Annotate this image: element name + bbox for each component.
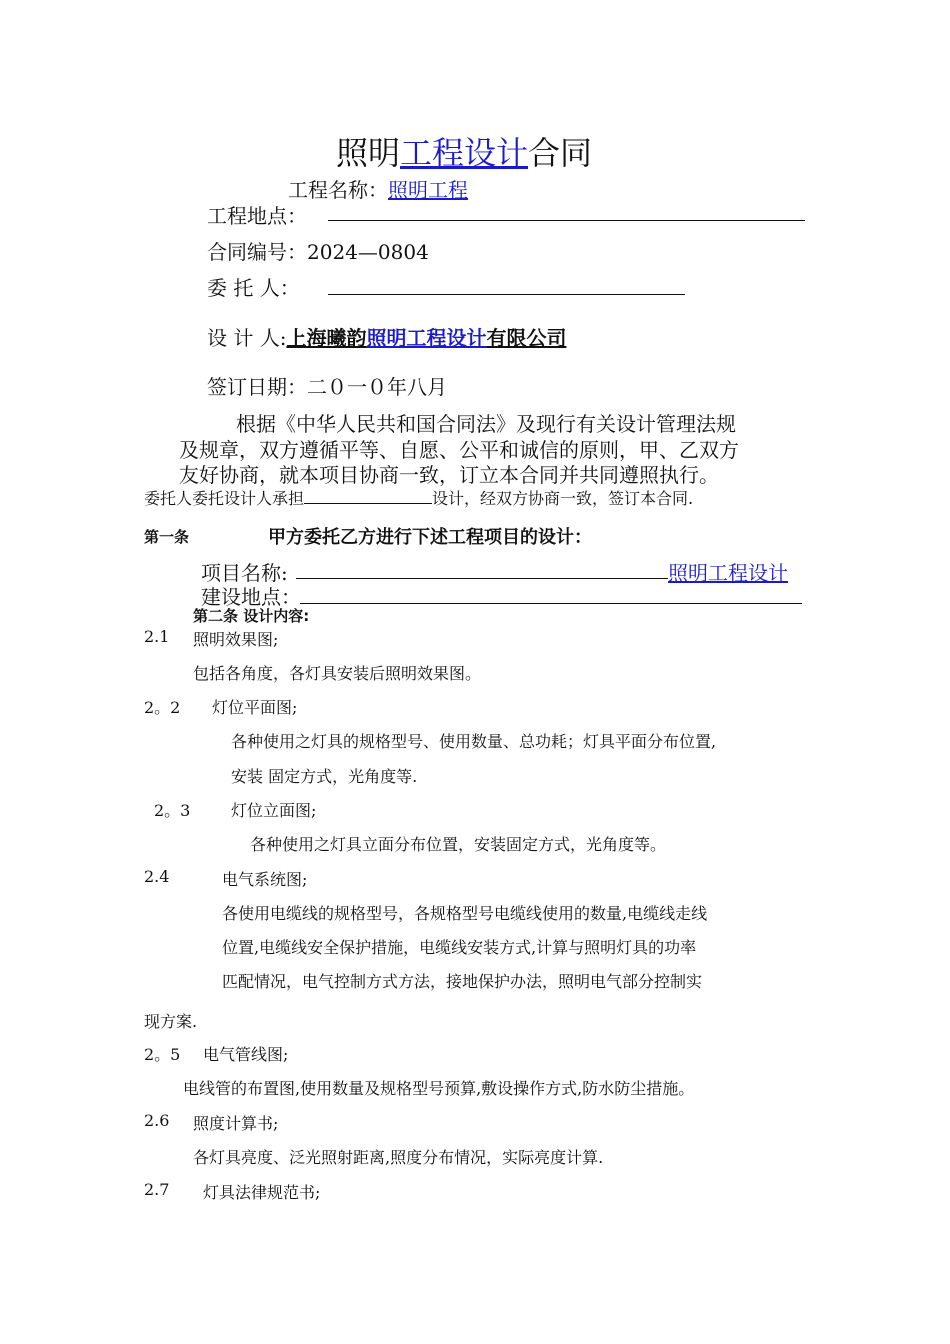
intro-line-3: 友好协商，就本项目协商一致，订立本合同并共同遵照执行。 xyxy=(179,463,719,487)
section-2-1-title: 照明效果图; xyxy=(193,630,279,649)
article-1-number: 第一条 xyxy=(144,528,190,546)
designer-row xyxy=(207,322,566,351)
item-name-link[interactable]: 照明工程设计 xyxy=(668,561,788,585)
section-2-2-body-2: 安装 固定方式，光角度等. xyxy=(231,767,418,786)
designer-name-link[interactable]: 照明工程设计 xyxy=(366,326,487,350)
intro-line-1: 根据《中华人民共和国合同法》及现行有关设计管理法规 xyxy=(236,412,736,436)
section-2-7-number: 2.7 xyxy=(144,1180,170,1199)
section-2-6-number: 2.6 xyxy=(144,1111,170,1130)
designer-name-c: 有限公司 xyxy=(486,326,567,350)
article-2-heading: 第二条 设计内容: xyxy=(193,607,310,625)
section-2-3-number: 2。3 xyxy=(154,801,191,820)
site-blank-line xyxy=(300,603,802,604)
article-1-text: 甲方委托乙方进行下述工程项目的设计： xyxy=(268,527,592,548)
section-2-3-body: 各种使用之灯具立面分布位置，安装固定方式，光角度等。 xyxy=(250,835,667,854)
section-2-5-number: 2。5 xyxy=(144,1045,181,1064)
section-2-6-title: 照度计算书; xyxy=(193,1114,279,1133)
section-2-6-body: 各灯具亮度、泛光照射距离,照度分布情况，实际亮度计算. xyxy=(193,1148,604,1167)
sign-date-row xyxy=(207,371,447,400)
site-label: 建设地点： xyxy=(201,585,301,609)
project-name-row xyxy=(288,174,468,203)
contract-no-row xyxy=(207,236,429,265)
intro-line-4a: 委托人委托设计人承担 xyxy=(144,489,305,508)
section-2-4-title: 电气系统图; xyxy=(222,870,308,889)
section-2-2-body-1: 各种使用之灯具的规格型号、使用数量、总功耗；灯具平面分布位置, xyxy=(231,732,717,751)
section-2-5-body: 电线管的布置图,使用数量及规格型号预算,敷设操作方式,防水防尘措施。 xyxy=(183,1079,695,1098)
section-2-4-body-2: 位置,电缆线安全保护措施，电缆线安装方式,计算与照明灯具的功率 xyxy=(222,938,697,957)
client-blank-line xyxy=(328,294,685,295)
section-2-2-title: 灯位平面图; xyxy=(212,698,298,717)
section-2-1-body: 包括各角度，各灯具安装后照明效果图。 xyxy=(193,664,482,683)
section-2-1-number: 2.1 xyxy=(144,627,170,646)
location-label: 工程地点： xyxy=(207,204,307,228)
title-part1: 照明 xyxy=(336,134,401,172)
project-name-label: 工程名称： xyxy=(288,178,388,202)
section-2-4-body-4: 现方案. xyxy=(144,1012,198,1031)
section-2-4-body-1: 各使用电缆线的规格型号，各规格型号电缆线使用的数量,电缆线走线 xyxy=(222,904,708,923)
title-part3: 合同 xyxy=(528,134,593,172)
section-2-3-title: 灯位立面图; xyxy=(231,801,317,820)
contract-no-value: 2024—0804 xyxy=(307,240,429,264)
client-label: 委 托 人： xyxy=(207,276,300,300)
designer-name-a: 上海曦韵 xyxy=(286,326,367,350)
title-link[interactable]: 工程设计 xyxy=(400,134,529,172)
item-name-label: 项目名称: xyxy=(201,561,288,585)
intro-line-4b: 设计，经双方协商一致，签订本合同. xyxy=(432,489,694,508)
intro-line-2: 及规章，双方遵循平等、自愿、公平和诚信的原则，甲、乙双方 xyxy=(179,438,739,462)
document-title xyxy=(336,128,592,174)
scope-blank-line xyxy=(304,488,432,504)
designer-label: 设 计 人: xyxy=(207,326,287,350)
intro-line-4 xyxy=(144,486,693,509)
location-blank-line xyxy=(328,220,805,221)
section-2-7-title: 灯具法律规范书; xyxy=(203,1183,321,1202)
section-2-4-number: 2.4 xyxy=(144,867,170,886)
sign-date-label: 签订日期： xyxy=(207,375,307,399)
sign-date-value: 二０一０年八月 xyxy=(307,375,447,399)
contract-no-label: 合同编号： xyxy=(207,240,307,264)
section-2-5-title: 电气管线图; xyxy=(203,1045,289,1064)
project-name-link[interactable]: 照明工程 xyxy=(388,178,468,202)
item-name-blank-line xyxy=(296,578,668,579)
section-2-4-body-3: 匹配情况，电气控制方式方法，接地保护办法，照明电气部分控制实 xyxy=(222,972,703,991)
section-2-2-number: 2。2 xyxy=(144,698,181,717)
